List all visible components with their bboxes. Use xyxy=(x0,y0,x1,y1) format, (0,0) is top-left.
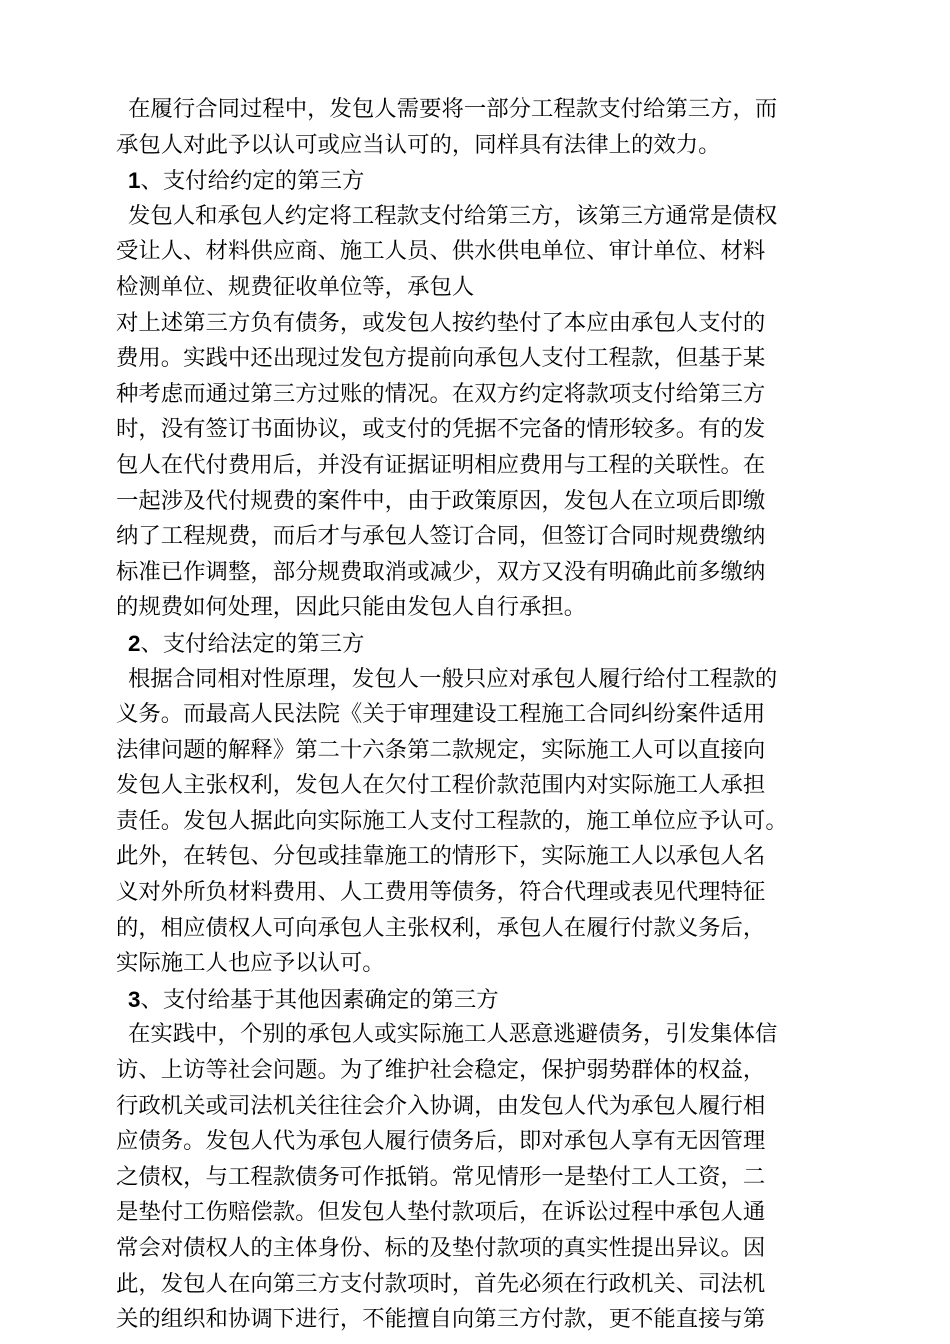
paragraph-line: 的规费如何处理，因此只能由发包人自行承担。 xyxy=(116,594,587,621)
section-heading-2 xyxy=(116,626,832,662)
paragraph-line: 常会对债权人的主体身份、标的及垫付款项的真实性提出异议。因 xyxy=(116,1235,766,1261)
paragraph-line: 纳了工程规费，而后才与承包人签订合同，但签订合同时规费缴纳 xyxy=(116,523,766,550)
paragraph-line: 责任。发包人据此向实际施工人支付工程款的，施工单位应予认可。 xyxy=(116,807,788,834)
paragraph-line: 应债务。发包人代为承包人履行债务后，即对承包人享有无因管理 xyxy=(116,1128,766,1155)
paragraph-line: 的，相应债权人可向承包人主张权利，承包人在履行付款义务后， xyxy=(116,914,766,941)
section-title: 、支付给约定的第三方 xyxy=(140,168,365,195)
paragraph-line: 在履行合同过程中，发包人需要将一部分工程款支付给第三方，而 xyxy=(128,96,778,122)
section-title: 、支付给法定的第三方 xyxy=(140,630,365,657)
section-number: 2 xyxy=(128,630,141,656)
paragraph-line: 种考虑而通过第三方过账的情况。在双方约定将款项支付给第三方 xyxy=(116,380,766,407)
section-heading-3 xyxy=(116,982,832,1018)
paragraph-line: 行政机关或司法机关往往会介入协调，由发包人代为承包人履行相 xyxy=(116,1092,766,1119)
paragraph-line: 承包人对此予以认可或应当认可的，同样具有法律上的效力。 xyxy=(116,131,721,158)
paragraph-line: 此，发包人在向第三方支付款项时，首先必须在行政机关、司法机 xyxy=(116,1270,766,1297)
section-number: 3 xyxy=(128,986,141,1012)
section-title: 、支付给基于其他因素确定的第三方 xyxy=(140,986,499,1013)
section-heading-1 xyxy=(116,163,832,199)
section-number: 1 xyxy=(128,168,141,194)
paragraph-line: 此外，在转包、分包或挂靠施工的情形下，实际施工人以承包人名 xyxy=(116,843,766,870)
paragraph-line: 实际施工人也应予以认可。 xyxy=(116,950,385,977)
paragraph-line: 发包人和承包人约定将工程款支付给第三方，该第三方通常是债权 xyxy=(128,202,778,229)
paragraph-line: 是垫付工伤赔偿款。但发包人垫付款项后，在诉讼过程中承包人通 xyxy=(116,1199,766,1226)
paragraph-line: 义对外所负材料费用、人工费用等债务，符合代理或表见代理特征 xyxy=(116,879,766,906)
paragraph-line: 包人在代付费用后，并没有证据证明相应费用与工程的关联性。在 xyxy=(116,451,766,478)
paragraph-line: 标准已作调整，部分规费取消或减少，双方又没有明确此前多缴纳 xyxy=(116,558,766,585)
paragraph-line: 在实践中，个别的承包人或实际施工人恶意逃避债务，引发集体信 xyxy=(128,1021,778,1048)
paragraph-line: 一起涉及代付规费的案件中，由于政策原因，发包人在立项后即缴 xyxy=(116,487,766,514)
paragraph-line: 时，没有签订书面协议，或支付的凭据不完备的情形较多。有的发 xyxy=(116,416,766,443)
paragraph-line: 受让人、材料供应商、施工人员、供水供电单位、审计单位、材料 xyxy=(116,238,766,265)
paragraph-line: 之债权，与工程款债务可作抵销。常见情形一是垫付工人工资，二 xyxy=(116,1163,766,1190)
document-body xyxy=(116,92,832,1338)
paragraph-line: 发包人主张权利，发包人在欠付工程价款范围内对实际施工人承担 xyxy=(116,772,766,799)
paragraph-line: 义务。而最高人民法院《关于审理建设工程施工合同纠纷案件适用 xyxy=(116,701,766,728)
paragraph-line: 关的组织和协调下进行，不能擅自向第三方付款，更不能直接与第 xyxy=(116,1306,766,1333)
paragraph-line: 对上述第三方负有债务，或发包人按约垫付了本应由承包人支付的 xyxy=(116,309,766,336)
paragraph-line: 检测单位、规费征收单位等，承包人 xyxy=(116,273,475,300)
paragraph-line: 访、上访等社会问题。为了维护社会稳定，保护弱势群体的权益， xyxy=(116,1057,766,1084)
paragraph-line: 法律问题的解释》第二十六条第二款规定，实际施工人可以直接向 xyxy=(116,736,766,763)
paragraph-line: 根据合同相对性原理，发包人一般只应对承包人履行给付工程款的 xyxy=(128,665,778,692)
paragraph-line: 费用。实践中还出现过发包方提前向承包人支付工程款，但基于某 xyxy=(116,345,766,372)
